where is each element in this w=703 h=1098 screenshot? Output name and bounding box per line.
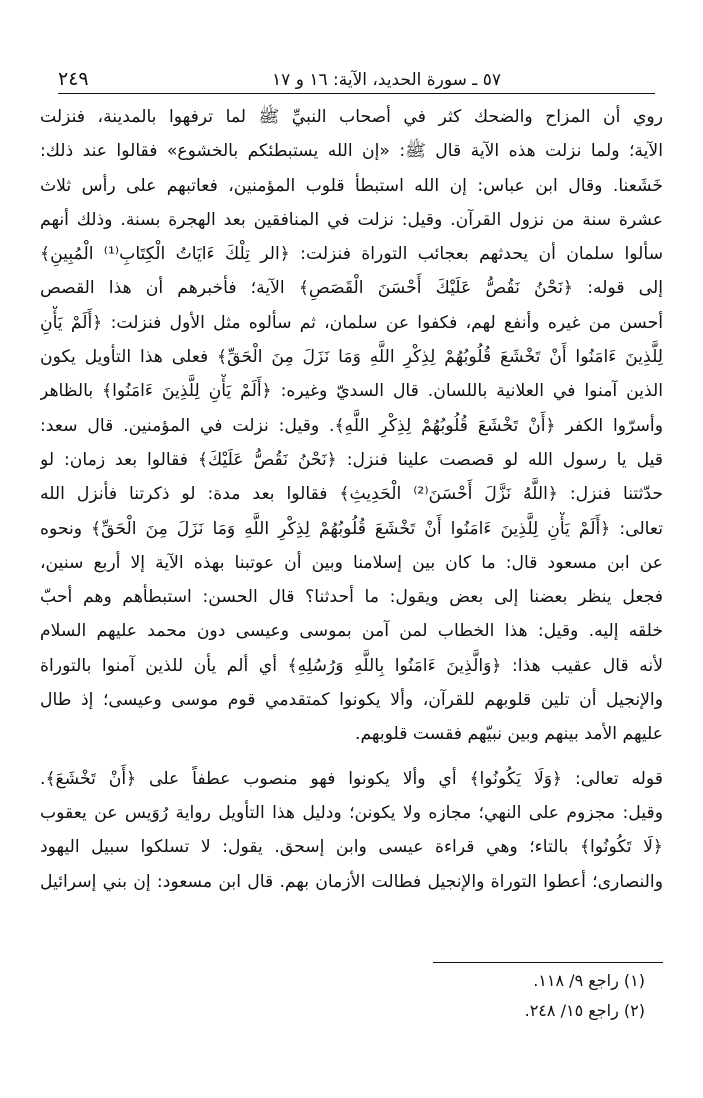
text-line: تعالى: ﴿أَلَمْ يَأْنِ لِلَّذِينَ ءَامَنُوا أَنْ تَخْشَعَ قُلُوبُهُمْ لِذِكْرِ اللَّهِ وَمَا نَزَلَ مِنَ الْحَقِّ﴾ ونحوه bbox=[40, 518, 663, 539]
text-line: سألوا سلمان أن يحدثهم بعجائب التوراة فنزلت: ﴿الر تِلْكَ ءَايَاتُ الْكِتَابِ⁽¹⁾ الْمُبِينِ﴾ bbox=[40, 244, 663, 265]
text-line: ﴿لَا تَكُونُوا﴾ بالتاء؛ وهي قراءة عيسى وابن إسحق. يقول: لا تسلكوا سبيل اليهود bbox=[40, 837, 663, 858]
text-line: قوله تعالى: ﴿وَلَا يَكُونُوا﴾ أي وألا يكونوا فهو منصوب عطفاً على ﴿أَنْ تَخْشَعَ﴾. bbox=[40, 768, 663, 789]
header-rule bbox=[58, 93, 655, 94]
paragraph-1 bbox=[40, 100, 663, 752]
text-line: وقيل: مجزوم على النهي؛ مجازه ولا يكونن؛ ودليل هذا التأويل رواية رُوَيس عن يعقوب bbox=[40, 802, 663, 823]
text-line: وأسرّوا الكفر ﴿أَنْ تَخْشَعَ قُلُوبُهُمْ لِذِكْرِ اللَّهِ﴾. وقيل: نزلت في المؤمنين. قال سعد: bbox=[40, 415, 663, 436]
text-line: قيل يا رسول الله لو قصصت علينا فنزل: ﴿نَحْنُ نَقُصُّ عَلَيْكَ﴾ فقالوا بعد زمان: لو bbox=[40, 449, 663, 470]
footnote-1: (١) راجع ٩/ ١١٨. bbox=[533, 971, 645, 990]
text-line: لأنه قال عقيب هذا: ﴿وَالَّذِينَ ءَامَنُوا بِاللَّهِ وَرُسُلِهِ﴾ أي ألم يأن للذين آمنوا بالتوراة bbox=[40, 655, 663, 676]
text-line: الذين آمنوا في العلانية باللسان. قال السديّ وغيره: ﴿أَلَمْ يَأْنِ لِلَّذِينَ ءَامَنُوا﴾ بالظاهر bbox=[40, 381, 663, 402]
text-line: عن ابن مسعود قال: ما كان بين إسلامنا وبين أن عوتبنا بهذه الآية إلا أربع سنين، bbox=[40, 552, 663, 573]
page-number: ٢٤٩ bbox=[58, 68, 89, 90]
text-line: فجعل ينظر بعضنا إلى بعض ويقول: ما أحدثنا؟ قال الحسن: استبطأهم وهم أحبّ bbox=[40, 587, 663, 608]
page-header bbox=[58, 58, 655, 90]
text-line: لِلَّذِينَ ءَامَنُوا أَنْ تَخْشَعَ قُلُوبُهُمْ لِذِكْرِ اللَّهِ وَمَا نَزَلَ مِنَ الْحَقِّ﴾ فعلى هذا التأويل يكون bbox=[40, 347, 663, 368]
text-line: خلقه إليه. وقيل: هذا الخطاب لمن آمن بموسى وعيسى دون محمد عليهم السلام bbox=[40, 621, 663, 642]
text-line: إلى قوله: ﴿نَحْنُ نَقُصُّ عَلَيْكَ أَحْسَنَ الْقَصَصِ﴾ الآية؛ فأخبرهم أن هذا القصص bbox=[40, 278, 663, 299]
footnote-2: (٢) راجع ١٥/ ٢٤٨. bbox=[524, 1001, 645, 1020]
text-line: عليهم الأمد بينهم وبين نبيّهم فقست قلوبهم. bbox=[355, 724, 663, 745]
text-line: أحسن من غيره وأنفع لهم، فكفوا عن سلمان، ثم سألوه مثل الأول فنزلت: ﴿أَلَمْ يَأْنِ bbox=[40, 312, 663, 333]
text-line: والإنجيل أن تلين قلوبهم للقرآن، وألا يكونوا كمتقدمي قوم موسى وعيسى؛ إذ طال bbox=[40, 690, 663, 711]
text-line: والنصارى؛ أعطوا التوراة والإنجيل فطالت الأزمان بهم. قال ابن مسعود: إن بني إسرائيل bbox=[40, 871, 663, 892]
footnotes bbox=[40, 966, 663, 1026]
text-line: خَشَعنا. وقال ابن عباس: إن الله استبطأ قلوب المؤمنين، فعاتبهم على رأس ثلاث bbox=[40, 175, 663, 196]
text-line: حدّثتنا فنزل: ﴿اللَّهُ نَزَّلَ أَحْسَنَ⁽²⁾ الْحَدِيثِ﴾ فقالوا بعد مدة: لو ذكرتنا فأنزل الله bbox=[40, 484, 663, 505]
paragraph-2 bbox=[40, 762, 663, 899]
text-line: عشرة سنة من نزول القرآن. وقيل: نزلت في المنافقين بعد الهجرة بسنة. وذلك أنهم bbox=[40, 209, 663, 230]
running-head-title: ٥٧ ـ سورة الحديد، الآية: ١٦ و ١٧ bbox=[272, 70, 501, 90]
footnote-rule bbox=[433, 962, 663, 963]
page-body bbox=[40, 100, 663, 899]
text-line: الآية؛ ولما نزلت هذه الآية قال ﷺ: «إن الله يستبطئكم بالخشوع» فقالوا عند ذلك: bbox=[40, 141, 663, 162]
text-line: روي أن المزاح والضحك كثر في أصحاب النبيِّ ﷺ لما ترفهوا بالمدينة، فنزلت bbox=[40, 107, 663, 127]
